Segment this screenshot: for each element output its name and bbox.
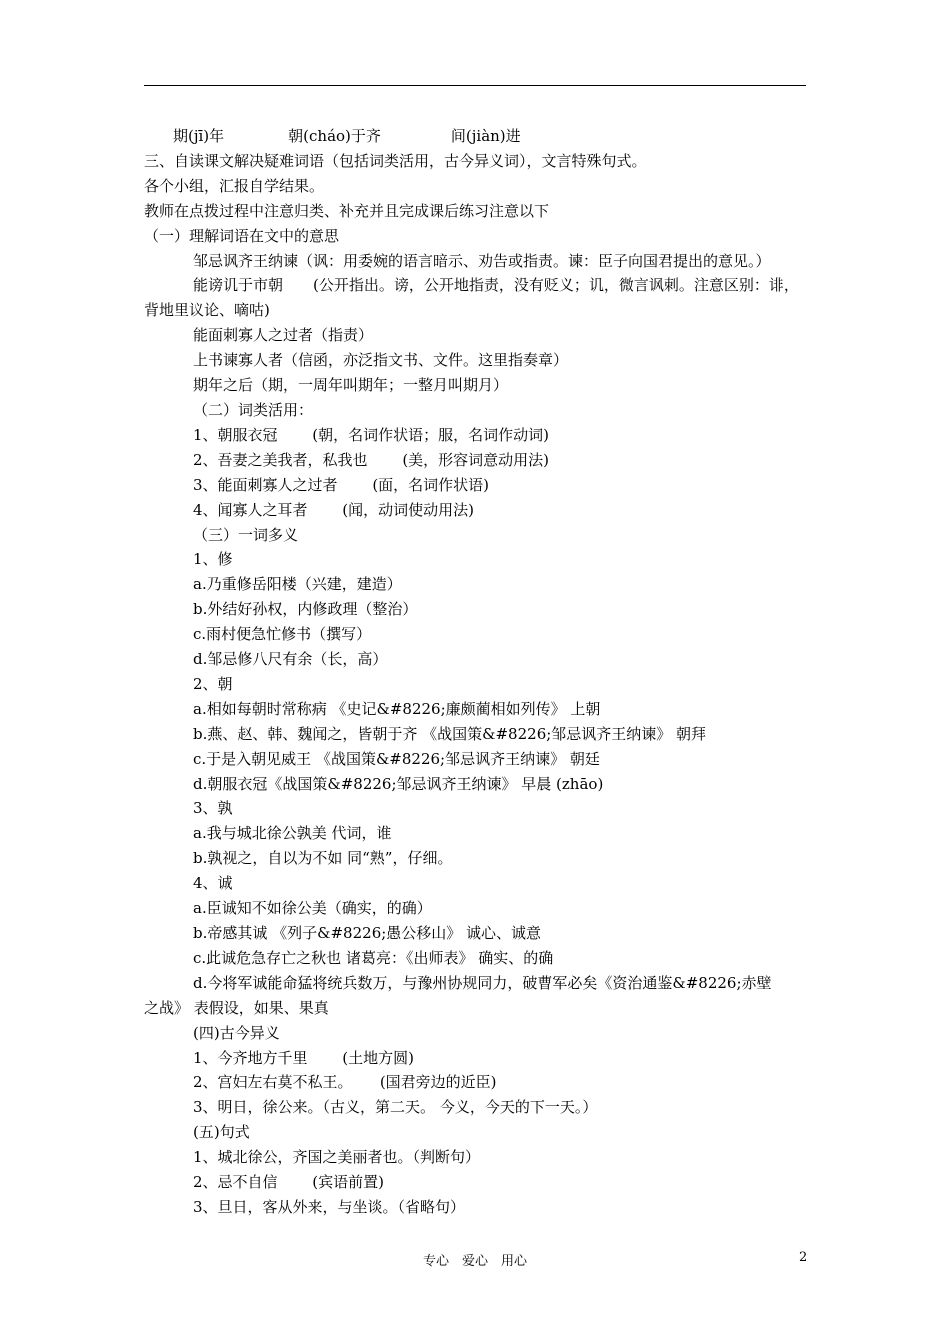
- text-line: （一）理解词语在文中的意思: [144, 226, 340, 245]
- header-rule: [144, 85, 806, 86]
- text-line: 4、诚: [193, 874, 233, 893]
- text-line: 1、朝服衣冠 (朝，名词作状语；服，名词作动词): [193, 425, 550, 444]
- text-line: 3、明日，徐公来。（古义，第二天。 今义，今天的下一天。）: [193, 1098, 598, 1117]
- footer-motto: 专心 爱心 用心: [422, 1254, 527, 1269]
- text-line: 之战》 表假设，如果、果真: [144, 998, 329, 1017]
- pronunciation-note: 期(jī)年: [173, 127, 225, 145]
- text-line: [144, 124, 812, 149]
- text-line: d.朝服衣冠《战国策&#8226;邹忌讽齐王纳谏》 早晨 (zhāo): [193, 774, 604, 793]
- text-line: 1、今齐地方千里 (土地方圆): [193, 1048, 415, 1067]
- text-line: 3、旦日，客从外来，与坐谈。（省略句）: [193, 1197, 466, 1216]
- text-line: 4、闻寡人之耳者 (闻，动词使动用法): [193, 500, 475, 519]
- document-body: [144, 124, 812, 1220]
- text-line: d.今将军诚能命猛将统兵数万，与豫州协规同力，破曹军必矣《资治通鉴&#8226;赤壁: [193, 973, 772, 992]
- text-line: a.乃重修岳阳楼（兴建，建造）: [193, 575, 402, 594]
- text-line: 背地里议论、嘀咕): [144, 301, 270, 320]
- text-line: 3、能面刺寡人之过者 (面，名词作状语): [193, 475, 490, 494]
- text-line: (五)句式: [193, 1123, 250, 1142]
- text-line: b.外结好孙权，内修政理（整治）: [193, 600, 418, 619]
- text-line: a.臣诚知不如徐公美（确实，的确）: [193, 899, 432, 918]
- text-line: 2、吾妻之美我者，私我也 (美，形容词意动用法): [193, 450, 550, 469]
- text-line: 上书谏寡人者（信函，亦泛指文书、文件。这里指奏章）: [193, 351, 569, 370]
- pronunciation-note: 间(jiàn)进: [450, 127, 521, 145]
- text-line: c.于是入朝见威王 《战国策&#8226;邹忌讽齐王纳谏》 朝廷: [193, 749, 600, 768]
- text-line: 2、朝: [193, 674, 233, 693]
- text-line: 1、修: [193, 550, 233, 569]
- text-line: 三、自读课文解决疑难词语（包括词类活用，古今异义词），文言特殊句式。: [144, 151, 647, 170]
- text-line: 3、孰: [193, 799, 233, 818]
- text-line: c.此诚危急存亡之秋也 诸葛亮：《出师表》 确实、的确: [193, 948, 554, 967]
- text-line: 能谤讥于市朝 (公开指出。谤，公开地指责，没有贬义；讥，微言讽刺。注意区别：诽，: [193, 276, 799, 295]
- pronunciation-note: 朝(cháo)于齐: [288, 127, 381, 145]
- text-line: b.孰视之，自以为不如 同“熟”，仔细。: [193, 849, 453, 868]
- text-line: d.邹忌修八尺有余（长，高）: [193, 650, 388, 669]
- text-line: a.相如每朝时常称病 《史记&#8226;廉颇蔺相如列传》 上朝: [193, 699, 601, 718]
- text-line: 各个小组，汇报自学结果。: [144, 176, 325, 195]
- text-line: c.雨村便急忙修书（撰写）: [193, 625, 372, 644]
- text-line: 1、城北徐公，齐国之美丽者也。（判断句）: [193, 1148, 481, 1167]
- text-line: a.我与城北徐公孰美 代词，谁: [193, 824, 392, 843]
- text-line: (四)古今异义: [193, 1023, 280, 1042]
- text-line: （二）词类活用：: [193, 400, 314, 419]
- page-number: 2: [799, 1250, 808, 1265]
- text-line: b.燕、赵、韩、魏闻之，皆朝于齐 《战国策&#8226;邹忌讽齐王纳谏》 朝拜: [193, 724, 707, 743]
- text-line: 邹忌讽齐王纳谏（讽：用委婉的语言暗示、劝告或指责。谏：臣子向国君提出的意见。）: [193, 251, 771, 270]
- text-line: 2、宫妇左右莫不私王。 (国君旁边的近臣): [193, 1073, 497, 1092]
- text-line: 2、忌不自信 (宾语前置): [193, 1173, 385, 1192]
- text-line: 期年之后（期，一周年叫期年；一整月叫期月）: [193, 376, 509, 395]
- text-line: （三）一词多义: [193, 525, 299, 544]
- text-line: b.帝感其诚 《列子&#8226;愚公移山》 诚心、诚意: [193, 924, 542, 942]
- text-line: 能面刺寡人之过者（指责）: [193, 326, 374, 345]
- text-line: 教师在点拨过程中注意归类、补充并且完成课后练习注意以下: [144, 201, 550, 220]
